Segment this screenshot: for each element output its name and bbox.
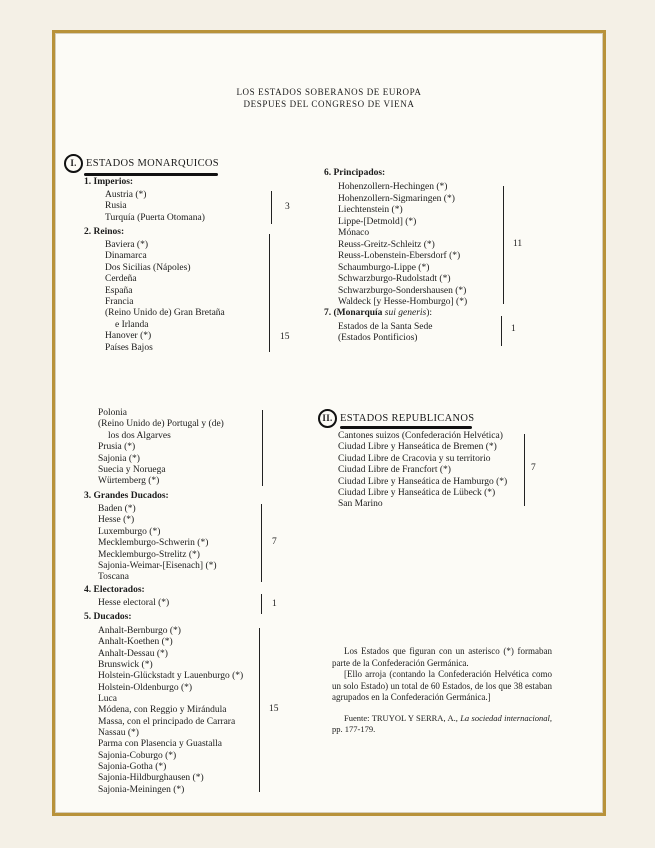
list-item: Massa, con el principado de Carrara xyxy=(98,716,236,727)
list-item: Anhalt-Dessau (*) xyxy=(98,648,168,659)
list-item: Mónaco xyxy=(338,228,370,238)
list-item: Reuss-Lobenstein-Ebersdorf (*) xyxy=(338,251,461,261)
list-item: Rusia xyxy=(105,201,127,212)
list-item: Ciudad Libre y Hanseática de Hamburgo (*) xyxy=(338,476,508,487)
group-label-grandes-ducados: 3. Grandes Ducados: xyxy=(84,491,169,501)
list-item: (Reino Unido de) Portugal y (de) xyxy=(98,419,224,430)
sui-generis-label-end: ): xyxy=(426,308,433,318)
list-imperios xyxy=(105,190,205,224)
list-item: los dos Algarves xyxy=(108,430,171,441)
list-item: Luxemburgo (*) xyxy=(98,526,161,537)
list-item: Brunswick (*) xyxy=(98,660,153,671)
list-principados xyxy=(338,182,467,309)
brace-principados xyxy=(503,186,504,304)
list-item: Suecia y Noruega xyxy=(98,465,166,476)
list-item: Ciudad Libre de Cracovia y su territorio xyxy=(338,453,491,464)
list-item: Prusia (*) xyxy=(98,442,136,453)
list-sui-generis xyxy=(338,322,432,345)
list-item: e Irlanda xyxy=(115,319,149,330)
list-item: Estados de la Santa Sede xyxy=(338,322,433,332)
footnote-asterisk: Los Estados que figuran con un asterisco (*) formaban parte de la Confederación Germánica. xyxy=(332,646,552,668)
list-item: Dos Sicilias (Nápoles) xyxy=(105,262,191,273)
list-item: Waldeck [y Hesse-Homburgo] (*) xyxy=(338,297,468,307)
list-item: San Marino xyxy=(338,499,383,510)
group-label-imperios: 1. Imperios: xyxy=(84,177,134,187)
list-item: Sajonia-Meiningen (*) xyxy=(98,784,185,795)
brace-reinos xyxy=(269,234,270,352)
list-item: Francia xyxy=(105,297,134,308)
list-item: Sajonia-Coburgo (*) xyxy=(98,750,177,761)
list-item: Sajonia (*) xyxy=(98,453,140,464)
list-item: Sajonia-Gotha (*) xyxy=(98,762,167,773)
title-line-1: LOS ESTADOS SOBERANOS DE EUROPA xyxy=(236,87,422,97)
group-label-sui-generis xyxy=(324,308,432,318)
count-principados: 11 xyxy=(513,239,523,249)
list-item: Sajonia-Hildburghausen (*) xyxy=(98,773,204,784)
brace-republicanos xyxy=(524,434,525,506)
count-imperios: 3 xyxy=(285,202,290,212)
list-item: (Estados Pontificios) xyxy=(338,333,418,344)
list-item: Módena, con Reggio y Mirándula xyxy=(98,705,227,716)
list-reinos-b xyxy=(98,408,224,488)
list-item: Holstein-Glückstadt y Lauenburgo (*) xyxy=(98,671,244,682)
section-title-monarquicos: ESTADOS MONARQUICOS xyxy=(86,157,219,169)
list-item: Parma con Plasencia y Guastalla xyxy=(98,739,222,750)
list-item: Cantones suizos (Confederación Helvética) xyxy=(338,431,503,441)
source-pages: pp. 177-179. xyxy=(332,724,376,734)
list-item: Dinamarca xyxy=(105,251,147,262)
section-number-1: I. xyxy=(64,154,83,173)
list-item: Países Bajos xyxy=(105,342,153,353)
brace-imperios xyxy=(271,191,272,224)
list-grandes-ducados xyxy=(98,504,217,584)
footnote-total: [Ello arroja (contando la Confederación Helvética como un solo Estado) un total de 60 Estados, de los que 38 estaban agrupados en la Confederación Germánica.] xyxy=(332,669,552,702)
list-item: Lippe-[Detmold] (*) xyxy=(338,216,417,227)
brace-reinos-continued xyxy=(262,410,263,486)
group-label-electorados: 4. Electorados: xyxy=(84,585,145,595)
group-label-ducados: 5. Ducados: xyxy=(84,612,132,622)
list-item: Schaumburgo-Lippe (*) xyxy=(338,262,430,273)
list-item: Luca xyxy=(98,694,117,705)
sui-generis-label-start: 7. (Monarquía xyxy=(324,308,383,318)
list-item: España xyxy=(105,285,133,296)
count-ducados: 15 xyxy=(269,704,279,714)
list-item: Reuss-Greitz-Schleitz (*) xyxy=(338,239,435,250)
sui-generis-label-italic: sui generis xyxy=(384,308,427,318)
brace-sui-generis xyxy=(501,316,502,346)
list-item: Hohenzollern-Hechingen (*) xyxy=(338,182,448,192)
count-republicanos: 7 xyxy=(531,463,536,473)
list-item: Hanover (*) xyxy=(105,331,152,342)
source-prefix: Fuente: TRUYOL Y SERRA, A., xyxy=(344,712,458,723)
list-reinos-a xyxy=(105,240,225,354)
list-ducados xyxy=(98,626,243,796)
list-item: Würtemberg (*) xyxy=(98,476,160,487)
count-reinos: 15 xyxy=(280,332,290,342)
heading-underline-1 xyxy=(84,173,218,176)
list-item: Ciudad Libre y Hanseática de Lübeck (*) xyxy=(338,488,496,499)
list-item: (Reino Unido de) Gran Bretaña xyxy=(105,308,225,319)
heading-underline-2 xyxy=(340,426,472,429)
list-item: Turquía (Puerta Otomana) xyxy=(105,212,205,223)
document-page xyxy=(55,33,603,813)
brace-ducados xyxy=(259,628,260,792)
list-item: Anhalt-Koethen (*) xyxy=(98,637,173,648)
list-item: Schwarzburgo-Sondershausen (*) xyxy=(338,285,467,296)
list-item: Hesse (*) xyxy=(98,515,135,526)
list-item: Anhalt-Bernburgo (*) xyxy=(98,626,181,636)
footnote-block xyxy=(332,646,552,736)
section-number-2: II. xyxy=(318,409,337,428)
list-item: Polonia xyxy=(98,408,128,418)
group-label-principados: 6. Principados: xyxy=(324,168,386,178)
list-electorados xyxy=(98,598,169,609)
footnote-source xyxy=(332,713,552,736)
title-line-2: DESPUES DEL CONGRESO DE VIENA xyxy=(243,99,415,109)
list-item: Mecklemburgo-Strelitz (*) xyxy=(98,549,200,560)
count-sui-generis: 1 xyxy=(511,324,516,334)
document-title xyxy=(56,86,602,110)
list-item: Toscana xyxy=(98,572,129,583)
section-title-republicanos: ESTADOS REPUBLICANOS xyxy=(340,412,475,424)
source-title: La sociedad internacional, xyxy=(460,712,553,723)
count-grandes-ducados: 7 xyxy=(272,537,277,547)
list-item: Baden (*) xyxy=(98,504,136,514)
group-label-reinos: 2. Reinos: xyxy=(84,227,125,237)
list-item: Holstein-Oldenburgo (*) xyxy=(98,682,193,693)
section-heading-monarquicos xyxy=(64,154,219,173)
list-item: Austria (*) xyxy=(105,190,147,200)
count-electorados: 1 xyxy=(272,599,277,609)
list-item: Baviera (*) xyxy=(105,240,148,250)
list-item: Liechtenstein (*) xyxy=(338,205,403,215)
list-item: Schwarzburgo-Rudolstadt (*) xyxy=(338,274,451,284)
list-republicanos xyxy=(338,431,507,511)
list-item: Ciudad Libre de Francfort (*) xyxy=(338,465,451,476)
list-item: Hohenzollern-Sigmaringen (*) xyxy=(338,193,455,204)
list-item: Nassau (*) xyxy=(98,728,139,739)
list-item: Cerdeña xyxy=(105,274,137,285)
list-item: Sajonia-Weimar-[Eisenach] (*) xyxy=(98,561,217,572)
brace-grandes-ducados xyxy=(261,504,262,582)
brace-electorados xyxy=(261,594,262,614)
list-item: Mecklemburgo-Schwerin (*) xyxy=(98,538,209,549)
list-item: Ciudad Libre y Hanseática de Bremen (*) xyxy=(338,442,497,453)
list-item: Hesse electoral (*) xyxy=(98,598,170,608)
